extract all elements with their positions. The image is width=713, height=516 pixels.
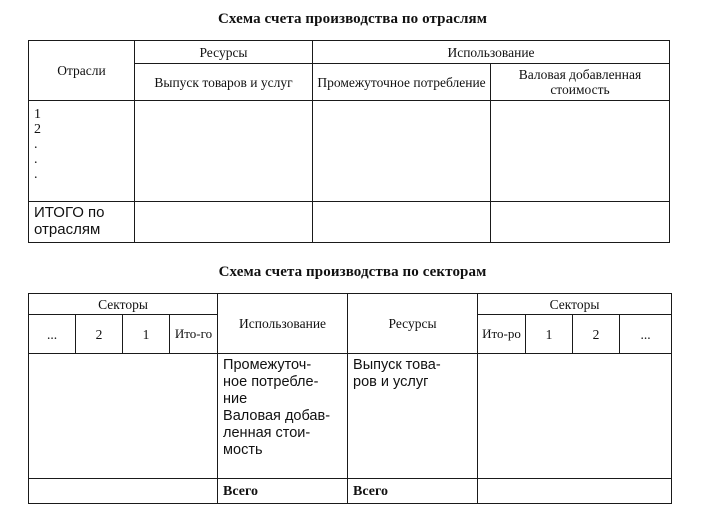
- left-sector-1: 1: [123, 315, 170, 354]
- gross-value-added-header: Валовая добавленная стоимость: [491, 64, 670, 101]
- output-cell: [135, 101, 313, 202]
- branch-row-2: 2: [34, 122, 41, 137]
- total-branches-label: ИТОГО по отраслям: [34, 204, 105, 238]
- left-sectors-total: [29, 479, 218, 504]
- branch-row-ellipsis-1: .: [34, 137, 38, 152]
- right-sector-2: 2: [573, 315, 620, 354]
- total-output-cell: [135, 202, 313, 243]
- usage-item-line: ленная стои-: [223, 425, 311, 441]
- gva-cell: [491, 101, 670, 202]
- usage-header: Использование: [313, 41, 670, 64]
- resource-item-line: Выпуск това-: [353, 357, 441, 373]
- intermediate-consumption-header: Промежуточное потребление: [313, 64, 491, 101]
- resource-items-cell: [348, 354, 478, 479]
- table1-title: Схема счета производства по отраслям: [217, 11, 488, 27]
- usage-items-cell: [218, 354, 348, 479]
- right-sector-ellipsis: ...: [620, 315, 672, 354]
- resources-column-header: Ресурсы: [348, 294, 478, 354]
- resource-item-line: ров и услуг: [353, 374, 429, 390]
- left-sector-2: 2: [76, 315, 123, 354]
- right-sector-1: 1: [526, 315, 573, 354]
- usage-item-line: Валовая добав-: [223, 408, 331, 424]
- usage-total-label: Всего: [218, 479, 348, 504]
- left-sector-total: Ито-го: [170, 315, 218, 354]
- branch-row-ellipsis-3: .: [34, 167, 38, 182]
- right-sectors-body: [478, 354, 672, 479]
- branch-row-ellipsis-2: .: [34, 152, 38, 167]
- usage-item-line: мость: [223, 442, 263, 458]
- total-branches-cell: [29, 202, 135, 243]
- total-intermediate-cell: [313, 202, 491, 243]
- usage-item-line: ное потребле-: [223, 374, 319, 390]
- branch-list-cell: [29, 101, 135, 202]
- resources-header: Ресурсы: [135, 41, 313, 64]
- sectors-production-account-table: [28, 293, 672, 504]
- usage-item-line: Промежуточ-: [223, 357, 312, 373]
- branch-row-1: 1: [34, 107, 41, 122]
- right-sector-total: Ито-ро: [478, 315, 526, 354]
- usage-column-header: Использование: [218, 294, 348, 354]
- total-gva-cell: [491, 202, 670, 243]
- sectors-right-header: Секторы: [478, 294, 672, 315]
- branches-header: Отрасли: [29, 41, 135, 101]
- left-sector-ellipsis: ...: [29, 315, 76, 354]
- intermediate-cell: [313, 101, 491, 202]
- sectors-left-header: Секторы: [29, 294, 218, 315]
- resources-total-label: Всего: [348, 479, 478, 504]
- branches-production-account-table: [28, 40, 670, 243]
- table2-title: Схема счета производства по секторам: [218, 264, 487, 280]
- output-header: Выпуск товаров и услуг: [135, 64, 313, 101]
- left-sectors-body: [29, 354, 218, 479]
- right-sectors-total: [478, 479, 672, 504]
- usage-item-line: ние: [223, 391, 248, 407]
